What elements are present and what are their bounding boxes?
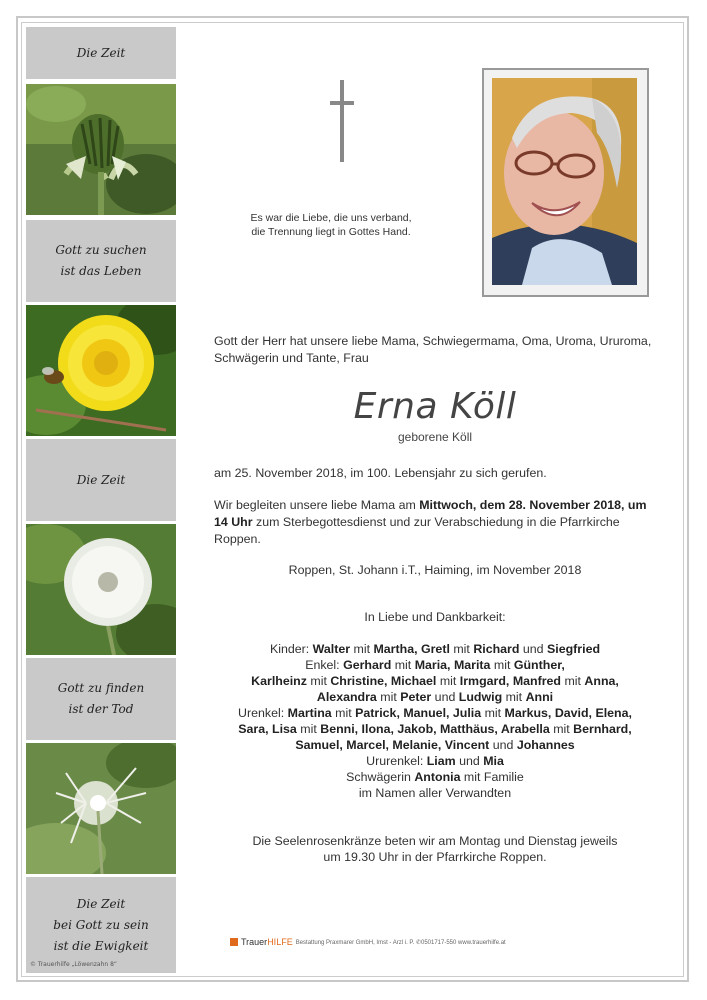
family-member-names: Mia <box>483 754 504 768</box>
strip-text-box-1 <box>26 27 176 79</box>
family-connector: mit <box>376 690 401 704</box>
family-line <box>214 657 656 673</box>
cross-icon <box>330 80 354 162</box>
family-line <box>214 785 656 801</box>
family-line <box>214 737 656 753</box>
family-connector: Enkel: <box>305 658 344 672</box>
strip-text: Die Zeit <box>76 45 126 60</box>
family-member-names: Karlheinz <box>251 674 307 688</box>
family-line <box>214 721 656 737</box>
family-connector: Kinder: <box>269 642 313 656</box>
funeral-text-part: zum Sterbegottesdienst und zur Verabschiedung in die Pfarrkirche Roppen. <box>214 515 620 546</box>
family-member-names: Ludwig <box>458 690 503 704</box>
footer-logo-b: HILFE <box>267 937 293 947</box>
strip-text-box-4 <box>26 658 176 740</box>
family-line <box>214 753 656 769</box>
family-member-names: Anni <box>525 690 554 704</box>
family-connector: mit <box>331 706 356 720</box>
rosary-line: um 19.30 Uhr in der Pfarrkirche Roppen. <box>323 850 547 864</box>
family-connector: mit <box>296 722 321 736</box>
family-member-names: Patrick, Manuel, Julia <box>355 706 482 720</box>
family-connector: mit <box>436 674 460 688</box>
dandelion-blowing-photo <box>26 743 176 874</box>
family-connector: und <box>431 690 459 704</box>
family-member-names: Maria, Marita <box>414 658 491 672</box>
family-member-names: Anna, <box>584 674 619 688</box>
dandelion-flower-photo <box>26 305 176 436</box>
family-line <box>214 641 656 657</box>
image-copyright: © Trauerhilfe „Löwenzahn 8“ <box>30 961 118 968</box>
family-member-names: Johannes <box>516 738 575 752</box>
strip-text: ist das Leben <box>60 264 142 278</box>
footer-text: Bestattung Praxmarer GmbH, Imst - Arzl i. P. ✆0501717-550 www.trauerhilfe.at <box>295 939 506 946</box>
family-member-names: Alexandra <box>316 690 377 704</box>
funeral-datetime: Mittwoch, dem 28. November 2018, um 14 Uhr <box>214 498 647 529</box>
family-member-names: Gerhard <box>343 658 392 672</box>
strip-text: ist der Tod <box>68 702 134 716</box>
family-connector: mit <box>549 722 574 736</box>
death-date-text: am 25. November 2018, im 100. Lebensjahr zu sich gerufen. <box>214 466 547 480</box>
gratitude-line: In Liebe und Dankbarkeit: <box>364 610 506 624</box>
family-connector: mit <box>481 706 505 720</box>
deceased-name: Erna Köll <box>353 386 517 427</box>
family-connector: mit <box>391 658 415 672</box>
family-connector: mit <box>561 674 585 688</box>
family-connector: mit <box>306 674 331 688</box>
footer-logo-a: Trauer <box>241 937 268 947</box>
funeral-text <box>214 497 656 548</box>
strip-text: Gott zu finden <box>57 681 145 695</box>
strip-text-box-3 <box>26 439 176 521</box>
footer <box>230 937 506 947</box>
family-member-names: Antonia <box>414 770 461 784</box>
dandelion-seedhead-photo <box>26 524 176 655</box>
family-line <box>214 673 656 689</box>
family-member-names: Martina <box>287 706 332 720</box>
funeral-text-part: Wir begleiten unsere liebe Mama am <box>214 498 420 512</box>
dandelion-bud-photo <box>26 84 176 215</box>
family-member-names: Peter <box>400 690 432 704</box>
quote-line: die Trennung liegt in Gottes Hand. <box>251 226 411 238</box>
family-line <box>214 769 656 785</box>
family-member-names: Günther, <box>513 658 565 672</box>
family-member-names: Liam <box>426 754 456 768</box>
family-connector: Urenkel: <box>238 706 288 720</box>
family-member-names: Martha, Gretl <box>373 642 450 656</box>
strip-text: Die Zeit <box>76 472 126 487</box>
family-member-names: Siegfried <box>547 642 601 656</box>
portrait-photo <box>492 78 637 285</box>
family-member-names: Christine, Michael <box>330 674 437 688</box>
intro-text: Gott der Herr hat unsere liebe Mama, Schwiegermama, Oma, Uroma, Ururoma, Schwägerin und Tante, Frau <box>214 334 652 365</box>
family-connector: im Namen aller Verwandten <box>358 786 512 800</box>
family-connector: mit <box>350 642 374 656</box>
maiden-name: geborene Köll <box>397 430 473 444</box>
family-connector: mit <box>490 658 514 672</box>
quote-line: Es war die Liebe, die uns verband, <box>250 212 412 224</box>
left-strip <box>26 27 176 973</box>
family-connector: mit Familie <box>460 770 524 784</box>
family-member-names: Bernhard, <box>573 722 632 736</box>
family-member-names: Markus, David, Elena, <box>504 706 632 720</box>
family-member-names: Benni, Ilona, Jakob, Matthäus, Arabella <box>320 722 550 736</box>
family-connector: mit <box>449 642 474 656</box>
family-connector: und <box>519 642 548 656</box>
family-line <box>214 705 656 721</box>
place-date: Roppen, St. Johann i.T., Haiming, im November 2018 <box>288 563 582 577</box>
family-connector: und <box>489 738 517 752</box>
family-connector: und <box>455 754 484 768</box>
trauerhilfe-logo-icon <box>230 938 238 946</box>
strip-text: Gott zu suchen <box>55 243 147 257</box>
quote <box>205 211 457 239</box>
family-member-names: Sara, Lisa <box>238 722 297 736</box>
strip-text: Die Zeit <box>76 896 126 911</box>
family-connector: mit <box>502 690 526 704</box>
rosary-line: Die Seelenrosenkränze beten wir am Montag und Dienstag jeweils <box>252 834 618 848</box>
family-member-names: Samuel, Marcel, Melanie, Vincent <box>295 738 490 752</box>
strip-text: ist die Ewigkeit <box>53 938 149 953</box>
family-line <box>214 689 656 705</box>
footer-logo <box>241 937 293 947</box>
family-connector: Ururenkel: <box>366 754 427 768</box>
strip-text: bei Gott zu sein <box>53 917 149 932</box>
family-member-names: Richard <box>473 642 520 656</box>
family-list <box>214 641 656 801</box>
family-connector: Schwägerin <box>346 770 415 784</box>
family-member-names: Walter <box>312 642 351 656</box>
strip-text-box-2 <box>26 220 176 302</box>
family-member-names: Irmgard, Manfred <box>459 674 562 688</box>
strip-text-box-5 <box>26 877 176 973</box>
rosary-text <box>214 833 656 865</box>
